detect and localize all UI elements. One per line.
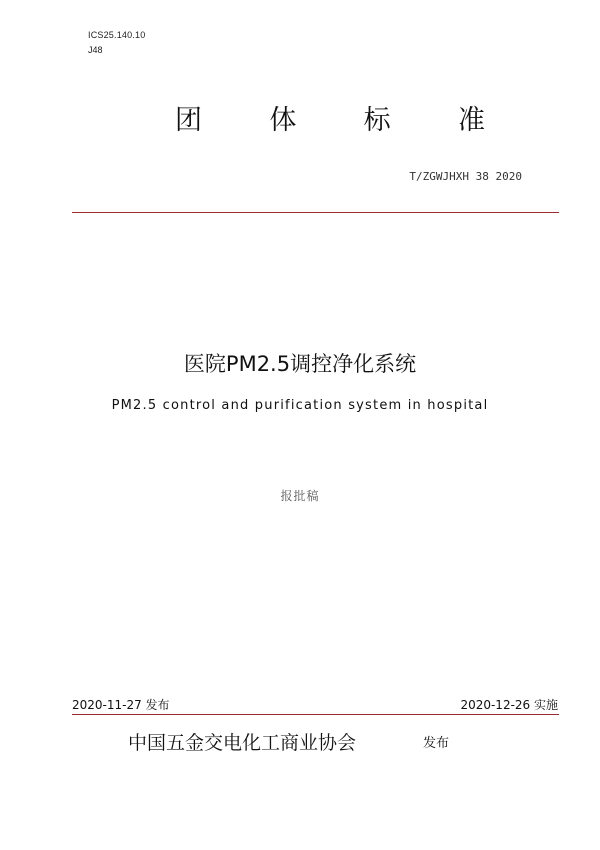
standard-type-char-4: 准 [457, 105, 485, 136]
draft-status-label: 报批稿 [280, 489, 320, 503]
bottom-divider [72, 714, 559, 715]
document-title-english: PM2.5 control and purification system in hospital [111, 398, 489, 413]
category-code: J48 [88, 45, 103, 55]
standard-type-heading [175, 103, 485, 139]
publisher-name: 中国五金交电化工商业协会 [128, 732, 357, 754]
standard-number: T/ZGWJHXH 38 2020 [409, 170, 522, 183]
standard-type-char-1: 团 [175, 105, 202, 136]
standard-type-char-3: 标 [363, 105, 391, 136]
standard-type-char-2: 体 [269, 105, 297, 136]
publish-label: 发布 [423, 736, 450, 751]
implement-date: 2020-12-26 实施 [460, 698, 558, 712]
top-divider [72, 212, 559, 213]
publish-date: 2020-11-27 发布 [72, 698, 170, 712]
ics-code: ICS25.140.10 [88, 30, 146, 40]
document-title-chinese: 医院PM2.5调控净化系统 [183, 352, 417, 376]
